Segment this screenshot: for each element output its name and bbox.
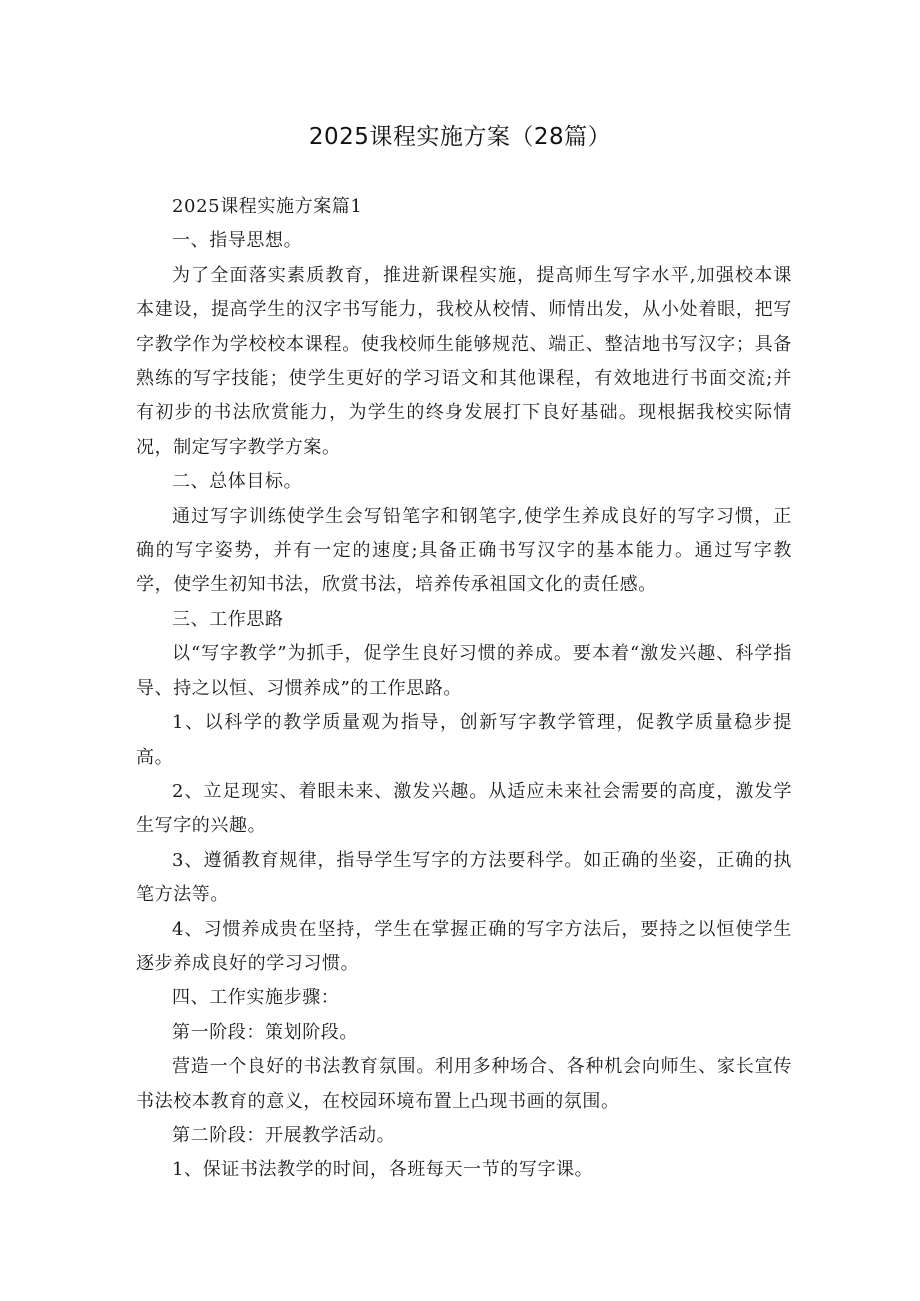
paragraph: 通过写字训练使学生会写铅笔字和钢笔字,使学生养成良好的写字习惯，正确的写字姿势，并有一定的速度;具备正确书写汉字的基本能力。通过写字教学，使学生初知书法，欣赏书法，培养传承祖国文化的责任感。 (136, 505, 792, 596)
section-heading: 四、工作实施步骤： (172, 987, 340, 1009)
list-item: 3、遵循教育规律，指导学生写字的方法要科学。如正确的坐姿，正确的执笔方法等。 (136, 849, 792, 906)
document-title: 2025课程实施方案（28篇） (308, 124, 612, 150)
section-heading: 2025课程实施方案篇1 (172, 196, 363, 217)
sub-heading: 第一阶段：策划阶段。 (172, 1021, 358, 1043)
list-item: 4、习惯养成贵在坚持，学生在掌握正确的写字方法后，要持之以恒使学生逐步养成良好的学习习惯。 (136, 918, 792, 974)
paragraph: 营造一个良好的书法教育氛围。利用多种场合、各种机会向师生、家长宣传书法校本教育的意义，在校园环境布置上凸现书画的氛围。 (136, 1056, 792, 1112)
list-item: 2、立足现实、着眼未来、激发兴趣。从适应未来社会需要的高度，激发学生写字的兴趣。 (136, 780, 792, 837)
list-item: 1、以科学的教学质量观为指导，创新写字教学管理，促教学质量稳步提高。 (136, 712, 792, 768)
section-heading: 三、工作思路 (172, 608, 284, 630)
section-heading: 一、指导思想。 (172, 230, 303, 252)
paragraph: 以“写字教学”为抓手，促学生良好习惯的养成。要本着“激发兴趣、科学指导、持之以恒、习惯养成”的工作思路。 (136, 643, 792, 699)
list-item: 1、保证书法教学的时间，各班每天一节的写字课。 (172, 1159, 594, 1181)
document-body (136, 190, 792, 1188)
paragraph: 为了全面落实素质教育，推进新课程实施，提高师生写字水平,加强校本课本建设，提高学生的汉字书写能力，我校从校情、师情出发，从小处着眼，把写字教学作为学校校本课程。使我校师生能够规范、端正、整洁地书写汉字；具备熟练的写字技能；使学生更好的学习语文和其他课程，有效地进行书面交流;并有初步的书法欣赏能力，为学生的终身发展打下良好基础。现根据我校实际情况，制定写字教学方案。 (136, 264, 792, 458)
section-heading: 二、总体目标。 (172, 471, 303, 493)
sub-heading: 第二阶段：开展教学活动。 (172, 1124, 396, 1146)
